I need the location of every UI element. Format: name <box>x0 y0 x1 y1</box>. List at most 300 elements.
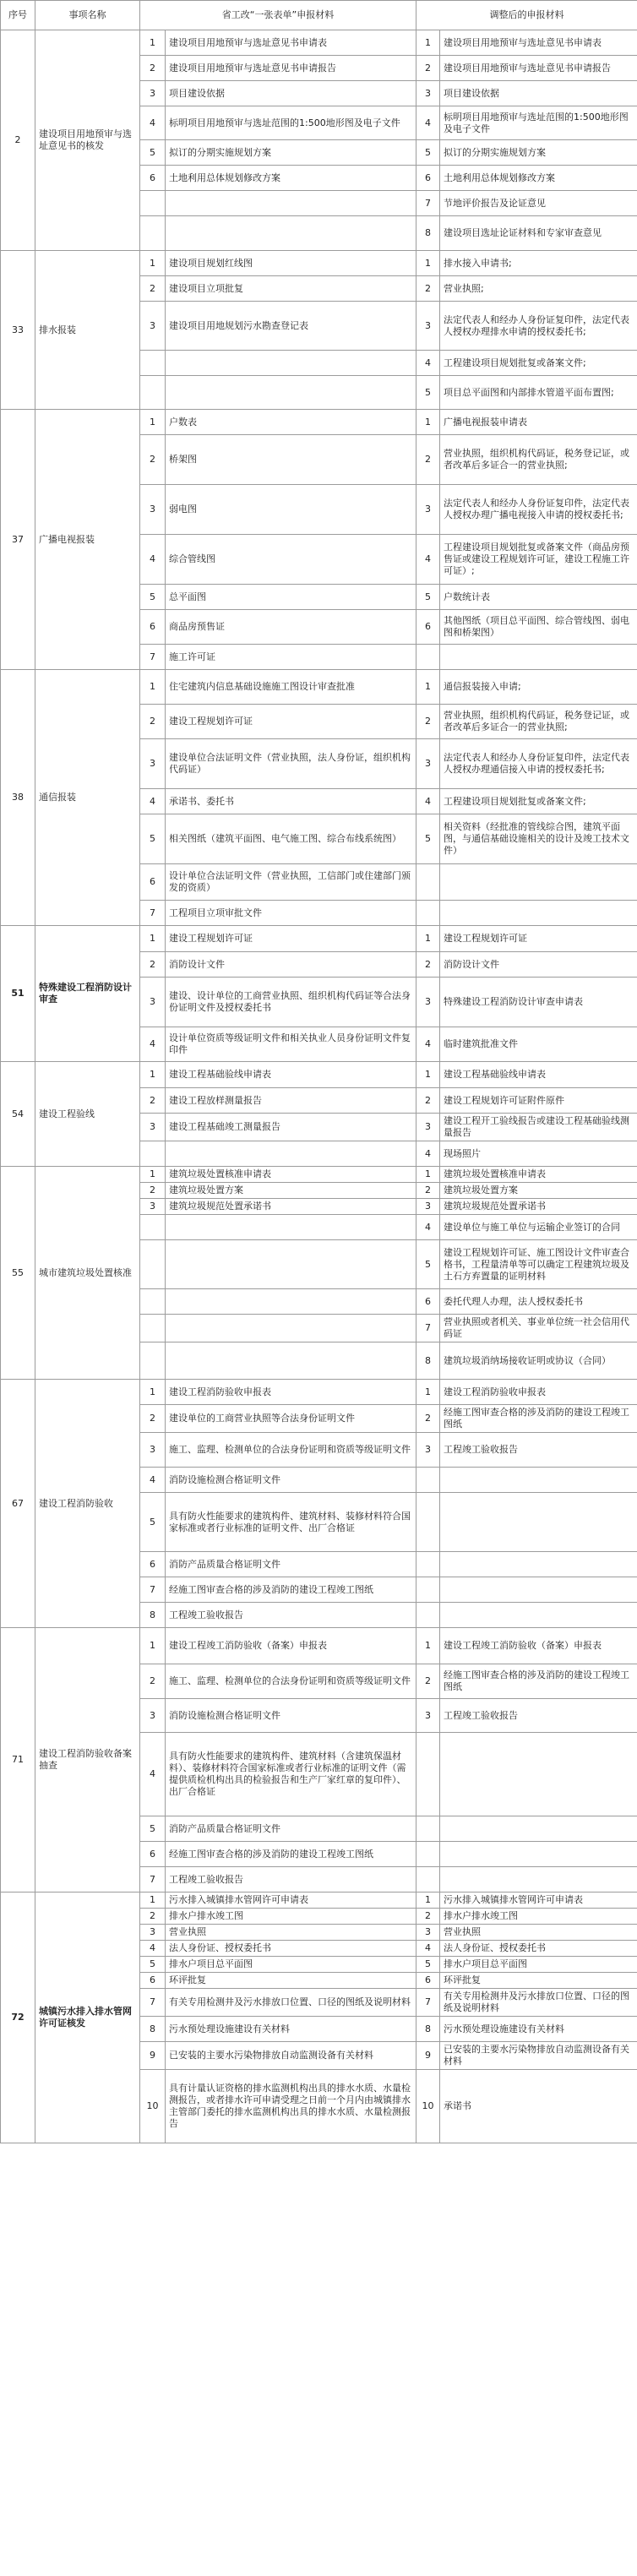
old-material-number <box>140 1342 166 1380</box>
new-material-text: 土地利用总体规划修改方案 <box>440 166 637 191</box>
old-material-text: 工程竣工验收报告 <box>166 1867 416 1893</box>
old-material-number: 5 <box>140 140 166 166</box>
new-material-text: 工程建设项目规划批复或备案文件; <box>440 789 637 814</box>
old-material-number: 4 <box>140 106 166 140</box>
new-material-text <box>440 1816 637 1842</box>
old-material-text: 经施工图审查合格的涉及消防的建设工程竣工图纸 <box>166 1842 416 1867</box>
new-material-number: 2 <box>416 1405 440 1433</box>
old-material-text: 有关专用检测井及污水排放口位置、口径的图纸及说明材料 <box>166 1989 416 2017</box>
old-material-text: 已安装的主要水污染物排放自动监测设备有关材料 <box>166 2042 416 2070</box>
new-material-text <box>440 1842 637 1867</box>
new-material-text: 排水户项目总平面图 <box>440 1957 637 1973</box>
old-material-text: 具有防火性能要求的建筑构件、建筑材料、装修材料符合国家标准或者行业标准的证明文件、出厂合格证 <box>166 1493 416 1552</box>
new-material-text <box>440 1468 637 1493</box>
old-material-text: 消防设施检测合格证明文件 <box>166 1468 416 1493</box>
old-material-number: 1 <box>140 1893 166 1909</box>
new-material-text: 建设工程基础验线申请表 <box>440 1062 637 1088</box>
new-material-text: 现场照片 <box>440 1141 637 1167</box>
new-material-text: 建设工程开工验线报告或建设工程基础验线测量报告 <box>440 1114 637 1141</box>
old-material-text: 建设项目用地预审与选址意见书申请报告 <box>166 56 416 81</box>
old-material-number: 4 <box>140 789 166 814</box>
new-material-text <box>440 864 637 901</box>
old-material-text: 建筑垃圾处置方案 <box>166 1183 416 1199</box>
old-material-text: 污水排入城镇排水管网许可申请表 <box>166 1893 416 1909</box>
new-material-text: 拟订的分期实施规划方案 <box>440 140 637 166</box>
new-material-number: 2 <box>416 1183 440 1199</box>
old-material-text: 相关图纸（建筑平面图、电气施工图、综合布线系统图） <box>166 814 416 864</box>
new-material-number: 3 <box>416 739 440 789</box>
old-material-number: 10 <box>140 2070 166 2143</box>
old-material-number: 4 <box>140 535 166 585</box>
new-material-number: 4 <box>416 351 440 376</box>
old-material-text: 经施工图审查合格的涉及消防的建设工程竣工图纸 <box>166 1577 416 1603</box>
new-material-text: 标明项目用地预审与选址范围的1:500地形图及电子文件 <box>440 106 637 140</box>
new-material-text: 污水预处理设施建设有关材料 <box>440 2017 637 2042</box>
old-material-number: 2 <box>140 1909 166 1925</box>
table-row <box>1 410 637 435</box>
old-material-number: 7 <box>140 645 166 670</box>
old-material-number: 3 <box>140 485 166 535</box>
new-material-number: 3 <box>416 81 440 106</box>
old-material-number: 8 <box>140 2017 166 2042</box>
new-material-number: 1 <box>416 1167 440 1183</box>
new-material-number: 6 <box>416 1289 440 1315</box>
new-material-number <box>416 1603 440 1628</box>
new-material-text: 广播电视报装申请表 <box>440 410 637 435</box>
new-material-number <box>416 645 440 670</box>
new-material-text: 营业执照，组织机构代码证，税务登记证，或者改革后多证合一的营业执照; <box>440 705 637 739</box>
new-material-number: 8 <box>416 216 440 251</box>
old-material-number: 3 <box>140 1433 166 1468</box>
new-material-text: 项目建设依据 <box>440 81 637 106</box>
old-material-text: 营业执照 <box>166 1925 416 1941</box>
new-material-number: 5 <box>416 1957 440 1973</box>
new-material-number <box>416 1468 440 1493</box>
new-material-number: 1 <box>416 251 440 276</box>
old-material-text: 建设项目立项批复 <box>166 276 416 302</box>
new-material-text: 营业执照; <box>440 276 637 302</box>
new-material-text: 其他图纸（项目总平面图、综合管线图、弱电图和桥架图） <box>440 610 637 645</box>
new-material-number <box>416 864 440 901</box>
old-material-text: 建设、设计单位的工商营业执照、组织机构代码证等合法身份证明文件及授权委托书 <box>166 978 416 1027</box>
new-material-number: 2 <box>416 435 440 485</box>
old-material-text <box>166 1342 416 1380</box>
new-material-number: 9 <box>416 2042 440 2070</box>
old-material-number: 3 <box>140 1199 166 1215</box>
old-material-number: 4 <box>140 1733 166 1816</box>
old-material-text: 总平面图 <box>166 585 416 610</box>
old-material-number: 1 <box>140 1380 166 1405</box>
new-material-number <box>416 1493 440 1552</box>
old-material-text: 建设工程规划许可证 <box>166 926 416 952</box>
new-material-number: 5 <box>416 1240 440 1289</box>
new-material-text: 建设项目用地预审与选址意见书申请报告 <box>440 56 637 81</box>
row-item-name: 通信报装 <box>35 670 140 926</box>
new-material-text: 已安装的主要水污染物排放自动监测设备有关材料 <box>440 2042 637 2070</box>
new-material-text <box>440 1867 637 1893</box>
old-material-text: 建设工程基础竣工测量报告 <box>166 1114 416 1141</box>
new-material-text: 工程建设项目规划批复或备案文件; <box>440 351 637 376</box>
old-material-text: 建筑垃圾处置核准申请表 <box>166 1167 416 1183</box>
row-seq: 38 <box>1 670 35 926</box>
old-material-text: 施工、监理、检测单位的合法身份证明和资质等级证明文件 <box>166 1433 416 1468</box>
old-material-number: 1 <box>140 1628 166 1664</box>
old-material-text <box>166 216 416 251</box>
old-material-number: 7 <box>140 901 166 926</box>
new-material-number <box>416 1552 440 1577</box>
old-material-text: 具有计量认证资格的排水监测机构出具的排水水质、水量检测报告，或者排水许可申请受理之日前一个月内由城镇排水主管部门委托的排水监测机构出具的排水水质、水量检测报告 <box>166 2070 416 2143</box>
old-material-number <box>140 216 166 251</box>
new-material-number: 5 <box>416 140 440 166</box>
new-material-text <box>440 1603 637 1628</box>
old-material-number: 5 <box>140 1493 166 1552</box>
row-item-name: 建设工程消防验收备案抽查 <box>35 1628 140 1893</box>
old-material-text: 承诺书、委托书 <box>166 789 416 814</box>
old-material-text: 具有防火性能要求的建筑构件、建筑材料（含建筑保温材料）、装修材料符合国家标准或者行业标准的证明文件（需提供质检机构出具的检验报告和生产厂家红章的复印件）、出厂合格证 <box>166 1733 416 1816</box>
old-material-text: 商品房预售证 <box>166 610 416 645</box>
table-body <box>1 30 637 2143</box>
row-seq: 55 <box>1 1167 35 1380</box>
old-material-number: 5 <box>140 814 166 864</box>
old-material-text: 环评批复 <box>166 1973 416 1989</box>
old-material-number <box>140 1315 166 1342</box>
new-material-number: 2 <box>416 1088 440 1114</box>
new-material-number: 7 <box>416 1315 440 1342</box>
new-material-number: 6 <box>416 610 440 645</box>
new-material-text: 消防设计文件 <box>440 952 637 978</box>
row-item-name: 建设工程验线 <box>35 1062 140 1167</box>
old-material-text <box>166 1289 416 1315</box>
new-material-number: 4 <box>416 1141 440 1167</box>
new-material-number <box>416 901 440 926</box>
old-material-text <box>166 1215 416 1240</box>
old-material-number: 5 <box>140 585 166 610</box>
old-material-text <box>166 1141 416 1167</box>
old-material-number: 1 <box>140 670 166 705</box>
old-material-text: 土地利用总体规划修改方案 <box>166 166 416 191</box>
header-item: 事项名称 <box>35 1 140 30</box>
old-material-number: 2 <box>140 1405 166 1433</box>
old-material-number: 7 <box>140 1989 166 2017</box>
old-material-text <box>166 1315 416 1342</box>
new-material-number: 4 <box>416 1215 440 1240</box>
table-row <box>1 670 637 705</box>
header-seq: 序号 <box>1 1 35 30</box>
old-material-text: 建设单位合法证明文件（营业执照，法人身份证，组织机构代码证） <box>166 739 416 789</box>
header-old-materials: 省工改“一张表单”申报材料 <box>140 1 416 30</box>
new-material-number: 2 <box>416 56 440 81</box>
new-material-number: 4 <box>416 1941 440 1957</box>
old-material-text: 建设工程竣工消防验收（备案）申报表 <box>166 1628 416 1664</box>
old-material-number: 2 <box>140 1664 166 1699</box>
old-material-number: 2 <box>140 952 166 978</box>
row-item-name: 建设工程消防验收 <box>35 1380 140 1628</box>
old-material-number: 1 <box>140 410 166 435</box>
new-material-text: 建设工程消防验收申报表 <box>440 1380 637 1405</box>
old-material-number: 8 <box>140 1603 166 1628</box>
old-material-text: 建设工程放样测量报告 <box>166 1088 416 1114</box>
old-material-number: 7 <box>140 1867 166 1893</box>
new-material-text: 相关资料（经批准的管线综合图，建筑平面图，与通信基础设施相关的设计及竣工技术文件） <box>440 814 637 864</box>
new-material-number: 8 <box>416 1342 440 1380</box>
table-row <box>1 1062 637 1088</box>
new-material-number: 3 <box>416 485 440 535</box>
old-material-number <box>140 376 166 410</box>
old-material-number: 6 <box>140 864 166 901</box>
new-material-text: 通信报装接入申请; <box>440 670 637 705</box>
old-material-number: 2 <box>140 705 166 739</box>
new-material-text: 临时建筑批准文件 <box>440 1027 637 1062</box>
old-material-text: 建设工程基础验线申请表 <box>166 1062 416 1088</box>
new-material-text: 户数统计表 <box>440 585 637 610</box>
old-material-number: 6 <box>140 1552 166 1577</box>
new-material-text: 建设工程规划许可证、施工图设计文件审查合格书，工程量清单等可以确定工程建筑垃圾及土石方弃置量的证明材料 <box>440 1240 637 1289</box>
new-material-text: 建筑垃圾规范处置承诺书 <box>440 1199 637 1215</box>
new-material-number: 3 <box>416 1199 440 1215</box>
table-header-row <box>1 1 637 30</box>
old-material-number: 4 <box>140 1027 166 1062</box>
new-material-number: 1 <box>416 410 440 435</box>
new-material-text <box>440 1733 637 1816</box>
new-material-text: 委托代理人办理，法人授权委托书 <box>440 1289 637 1315</box>
new-material-text: 建设工程规划许可证 <box>440 926 637 952</box>
old-material-number: 3 <box>140 302 166 351</box>
new-material-number: 1 <box>416 1062 440 1088</box>
new-material-number: 6 <box>416 166 440 191</box>
new-material-number: 1 <box>416 1628 440 1664</box>
old-material-number: 3 <box>140 739 166 789</box>
new-material-text: 法人身份证、授权委托书 <box>440 1941 637 1957</box>
table-row <box>1 1167 637 1183</box>
new-material-text: 经施工图审查合格的涉及消防的建设工程竣工图纸 <box>440 1664 637 1699</box>
old-material-number: 5 <box>140 1957 166 1973</box>
old-material-number: 2 <box>140 435 166 485</box>
new-material-text <box>440 645 637 670</box>
old-material-number: 1 <box>140 251 166 276</box>
old-material-number: 6 <box>140 166 166 191</box>
old-material-number: 1 <box>140 1167 166 1183</box>
new-material-number: 3 <box>416 1925 440 1941</box>
old-material-number: 1 <box>140 926 166 952</box>
old-material-number <box>140 1215 166 1240</box>
new-material-text: 建筑垃圾处置方案 <box>440 1183 637 1199</box>
new-material-number: 4 <box>416 106 440 140</box>
new-material-number: 1 <box>416 670 440 705</box>
new-material-number <box>416 1733 440 1816</box>
table-row <box>1 1893 637 1909</box>
new-material-number: 3 <box>416 1699 440 1733</box>
new-material-number: 2 <box>416 1909 440 1925</box>
new-material-text: 建设单位与施工单位与运输企业签订的合同 <box>440 1215 637 1240</box>
old-material-text: 消防产品质量合格证明文件 <box>166 1552 416 1577</box>
row-seq: 54 <box>1 1062 35 1167</box>
new-material-number: 3 <box>416 302 440 351</box>
old-material-number: 2 <box>140 1183 166 1199</box>
old-material-text: 拟订的分期实施规划方案 <box>166 140 416 166</box>
row-seq: 72 <box>1 1893 35 2143</box>
old-material-text: 建设工程规划许可证 <box>166 705 416 739</box>
row-item-name: 城镇污水排入排水管网许可证核发 <box>35 1893 140 2143</box>
new-material-number <box>416 1816 440 1842</box>
row-seq: 67 <box>1 1380 35 1628</box>
new-material-number: 10 <box>416 2070 440 2143</box>
old-material-number <box>140 351 166 376</box>
new-material-text: 工程建设项目规划批复或备案文件（商品房预售证或建设工程规划许可证，建设工程施工许可证）; <box>440 535 637 585</box>
old-material-number: 3 <box>140 81 166 106</box>
old-material-number <box>140 1141 166 1167</box>
old-material-number: 2 <box>140 56 166 81</box>
new-material-text: 建设项目用地预审与选址意见书申请表 <box>440 30 637 56</box>
old-material-number: 7 <box>140 1577 166 1603</box>
old-material-number: 4 <box>140 1941 166 1957</box>
row-item-name: 建设项目用地预审与选址意见书的核发 <box>35 30 140 251</box>
old-material-text: 建设工程消防验收申报表 <box>166 1380 416 1405</box>
table-row <box>1 1628 637 1664</box>
new-material-number: 1 <box>416 30 440 56</box>
old-material-text: 建设项目用地预审与选址意见书申请表 <box>166 30 416 56</box>
old-material-text: 施工许可证 <box>166 645 416 670</box>
row-item-name: 特殊建设工程消防设计审查 <box>35 926 140 1062</box>
new-material-number <box>416 1867 440 1893</box>
new-material-text: 建设工程规划许可证附件原件 <box>440 1088 637 1114</box>
old-material-number: 2 <box>140 1088 166 1114</box>
new-material-number: 3 <box>416 1433 440 1468</box>
old-material-text <box>166 191 416 216</box>
old-material-number: 6 <box>140 1842 166 1867</box>
new-material-text: 工程竣工验收报告 <box>440 1699 637 1733</box>
new-material-text: 营业执照，组织机构代码证，税务登记证，或者改革后多证合一的营业执照; <box>440 435 637 485</box>
old-material-text: 排水户项目总平面图 <box>166 1957 416 1973</box>
old-material-text: 户数表 <box>166 410 416 435</box>
new-material-number <box>416 1842 440 1867</box>
new-material-text: 承诺书 <box>440 2070 637 2143</box>
old-material-text: 建设项目用地规划污水勘查登记表 <box>166 302 416 351</box>
new-material-text: 建设项目选址论证材料和专家审查意见 <box>440 216 637 251</box>
row-seq: 37 <box>1 410 35 670</box>
new-material-text: 营业执照或者机关、事业单位统一社会信用代码证 <box>440 1315 637 1342</box>
old-material-text: 设计单位合法证明文件（营业执照，工信部门或住建部门颁发的资质） <box>166 864 416 901</box>
old-material-number: 3 <box>140 1925 166 1941</box>
table-row <box>1 251 637 276</box>
new-material-number: 6 <box>416 1973 440 1989</box>
old-material-number: 5 <box>140 1816 166 1842</box>
new-material-text <box>440 1577 637 1603</box>
new-material-number: 3 <box>416 1114 440 1141</box>
new-material-text <box>440 1493 637 1552</box>
old-material-text <box>166 1240 416 1289</box>
new-material-number: 5 <box>416 376 440 410</box>
old-material-number <box>140 1289 166 1315</box>
old-material-text: 弱电图 <box>166 485 416 535</box>
new-material-text: 特殊建设工程消防设计审查申请表 <box>440 978 637 1027</box>
table-row <box>1 1380 637 1405</box>
old-material-number: 6 <box>140 1973 166 1989</box>
old-material-number: 1 <box>140 30 166 56</box>
new-material-number: 4 <box>416 535 440 585</box>
row-item-name: 城市建筑垃圾处置核准 <box>35 1167 140 1380</box>
table-row <box>1 30 637 56</box>
old-material-text: 项目建设依据 <box>166 81 416 106</box>
old-material-text <box>166 376 416 410</box>
new-material-text: 建设工程竣工消防验收（备案）申报表 <box>440 1628 637 1664</box>
row-item-name: 排水报装 <box>35 251 140 410</box>
new-material-number: 1 <box>416 926 440 952</box>
old-material-text: 设计单位资质等级证明文件和相关执业人员身份证明文件复印件 <box>166 1027 416 1062</box>
new-material-text: 法定代表人和经办人身份证复印件，法定代表人授权办理广播电视接入申请的授权委托书; <box>440 485 637 535</box>
new-material-number: 2 <box>416 1664 440 1699</box>
old-material-text: 桥架图 <box>166 435 416 485</box>
new-material-text <box>440 1552 637 1577</box>
old-material-text: 住宅建筑内信息基础设施施工图设计审查批准 <box>166 670 416 705</box>
new-material-text: 建筑垃圾处置核准申请表 <box>440 1167 637 1183</box>
old-material-number <box>140 191 166 216</box>
old-material-text: 工程竣工验收报告 <box>166 1603 416 1628</box>
new-material-text: 工程竣工验收报告 <box>440 1433 637 1468</box>
old-material-text: 消防设计文件 <box>166 952 416 978</box>
old-material-text: 法人身份证、授权委托书 <box>166 1941 416 1957</box>
new-material-text: 经施工图审查合格的涉及消防的建设工程竣工图纸 <box>440 1405 637 1433</box>
old-material-number <box>140 1240 166 1289</box>
old-material-text: 消防设施检测合格证明文件 <box>166 1699 416 1733</box>
old-material-text: 标明项目用地预审与选址范围的1:500地形图及电子文件 <box>166 106 416 140</box>
new-material-number: 8 <box>416 2017 440 2042</box>
new-material-text: 法定代表人和经办人身份证复印件，法定代表人授权办理排水申请的授权委托书; <box>440 302 637 351</box>
row-seq: 71 <box>1 1628 35 1893</box>
row-seq: 51 <box>1 926 35 1062</box>
old-material-text: 工程项目立项审批文件 <box>166 901 416 926</box>
new-material-text: 营业执照 <box>440 1925 637 1941</box>
new-material-number <box>416 1577 440 1603</box>
new-material-number: 2 <box>416 952 440 978</box>
old-material-number: 1 <box>140 1062 166 1088</box>
new-material-number: 1 <box>416 1893 440 1909</box>
new-material-text: 有关专用检测井及污水排放口位置、口径的图纸及说明材料 <box>440 1989 637 2017</box>
old-material-text: 施工、监理、检测单位的合法身份证明和资质等级证明文件 <box>166 1664 416 1699</box>
old-material-text: 建筑垃圾规范处置承诺书 <box>166 1199 416 1215</box>
new-material-text: 排水接入申请书; <box>440 251 637 276</box>
new-material-text: 项目总平面图和内部排水管道平面布置图; <box>440 376 637 410</box>
old-material-number: 4 <box>140 1468 166 1493</box>
new-material-number: 2 <box>416 276 440 302</box>
table-row <box>1 926 637 952</box>
old-material-number: 3 <box>140 978 166 1027</box>
new-material-text: 建筑垃圾消纳场接收证明或协议（合同） <box>440 1342 637 1380</box>
new-material-number: 3 <box>416 978 440 1027</box>
old-material-number: 3 <box>140 1699 166 1733</box>
new-material-text: 污水排入城镇排水管网许可申请表 <box>440 1893 637 1909</box>
row-seq: 33 <box>1 251 35 410</box>
old-material-number: 3 <box>140 1114 166 1141</box>
old-material-text: 污水预处理设施建设有关材料 <box>166 2017 416 2042</box>
new-material-number: 5 <box>416 814 440 864</box>
old-material-number: 2 <box>140 276 166 302</box>
header-new-materials: 调整后的申报材料 <box>416 1 637 30</box>
new-material-number: 7 <box>416 191 440 216</box>
old-material-text: 综合管线图 <box>166 535 416 585</box>
old-material-text: 建设单位的工商营业执照等合法身份证明文件 <box>166 1405 416 1433</box>
new-material-number: 5 <box>416 585 440 610</box>
old-material-number: 9 <box>140 2042 166 2070</box>
new-material-number: 7 <box>416 1989 440 2017</box>
row-seq: 2 <box>1 30 35 251</box>
old-material-text: 建设项目规划红线图 <box>166 251 416 276</box>
new-material-number: 1 <box>416 1380 440 1405</box>
new-material-text: 法定代表人和经办人身份证复印件，法定代表人授权办理通信接入申请的授权委托书; <box>440 739 637 789</box>
new-material-text: 排水户排水竣工图 <box>440 1909 637 1925</box>
old-material-text: 消防产品质量合格证明文件 <box>166 1816 416 1842</box>
new-material-number: 2 <box>416 705 440 739</box>
new-material-number: 4 <box>416 1027 440 1062</box>
